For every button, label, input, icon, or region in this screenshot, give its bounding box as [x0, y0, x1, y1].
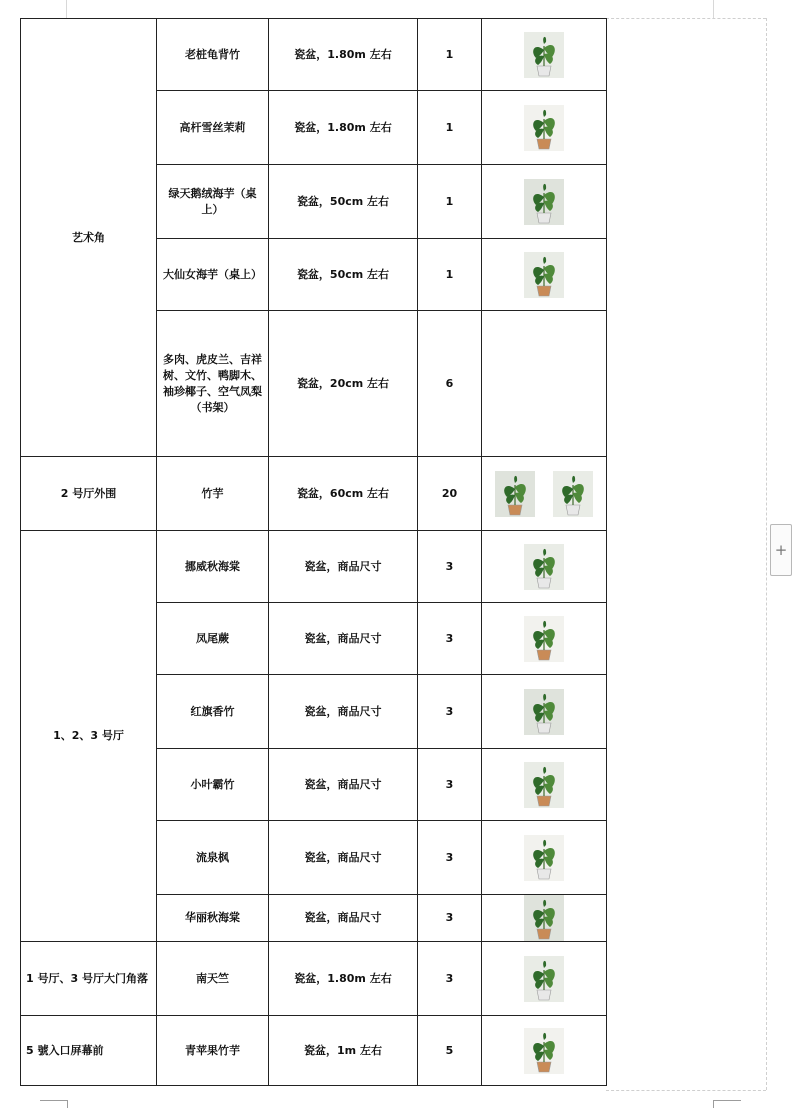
potted-plant-photo-icon: [524, 895, 564, 941]
area-cell[interactable]: 2 号厅外围: [21, 457, 157, 531]
photo-group: [487, 689, 601, 735]
photo-group: [487, 179, 601, 225]
plant-name-cell[interactable]: 小叶霸竹: [157, 749, 269, 821]
plant-table: [20, 18, 607, 1086]
photo-group: [487, 1028, 601, 1074]
quantity-cell[interactable]: 1: [418, 165, 482, 239]
plant-name-cell[interactable]: 华丽秋海棠: [157, 895, 269, 942]
plant-name-cell[interactable]: 青苹果竹芋: [157, 1016, 269, 1086]
photo-group: [487, 471, 601, 517]
bottom-right-crop-mark-v: [713, 1100, 714, 1108]
spec-cell[interactable]: 瓷盆，20cm 左右: [269, 311, 418, 457]
plant-name-cell[interactable]: 凤尾蕨: [157, 603, 269, 675]
photo-group: [487, 835, 601, 881]
photo-group: [487, 252, 601, 298]
photo-cell[interactable]: [482, 895, 607, 942]
photo-cell[interactable]: [482, 749, 607, 821]
potted-plant-photo-icon: [524, 835, 564, 881]
photo-group: [487, 956, 601, 1002]
photo-cell[interactable]: [482, 239, 607, 311]
quantity-cell[interactable]: 3: [418, 821, 482, 895]
area-cell[interactable]: 1、2、3 号厅: [21, 531, 157, 942]
spec-cell[interactable]: 瓷盆，1m 左右: [269, 1016, 418, 1086]
quantity-cell[interactable]: 5: [418, 1016, 482, 1086]
quantity-cell[interactable]: 6: [418, 311, 482, 457]
bottom-right-crop-mark: [713, 1100, 741, 1101]
quantity-cell[interactable]: 3: [418, 942, 482, 1016]
bottom-margin-guide: [606, 1090, 766, 1091]
spec-cell[interactable]: 瓷盆，商品尺寸: [269, 675, 418, 749]
photo-cell[interactable]: [482, 1016, 607, 1086]
spec-cell[interactable]: 瓷盆，1.80m 左右: [269, 91, 418, 165]
right-margin-guide: [766, 18, 767, 1090]
plant-name-cell[interactable]: 绿天鹅绒海芋（桌上）: [157, 165, 269, 239]
potted-plant-photo-icon: [524, 762, 564, 808]
add-row-button[interactable]: +: [770, 524, 792, 576]
potted-plant-photo-icon: [524, 689, 564, 735]
photo-group: [487, 544, 601, 590]
bottom-left-crop-mark: [40, 1100, 68, 1101]
plant-name-cell[interactable]: 老桩龟背竹: [157, 19, 269, 91]
potted-plant-photo-icon: [524, 1028, 564, 1074]
spec-cell[interactable]: 瓷盆，商品尺寸: [269, 895, 418, 942]
photo-group: [487, 895, 601, 941]
plant-name-cell[interactable]: 多肉、虎皮兰、吉祥树、文竹、鸭脚木、袖珍椰子、空气凤梨（书架）: [157, 311, 269, 457]
plant-name-cell[interactable]: 南天竺: [157, 942, 269, 1016]
page-right-edge: [713, 0, 714, 18]
quantity-cell[interactable]: 1: [418, 19, 482, 91]
photo-cell[interactable]: [482, 603, 607, 675]
spec-cell[interactable]: 瓷盆，商品尺寸: [269, 821, 418, 895]
spec-cell[interactable]: 瓷盆，1.80m 左右: [269, 19, 418, 91]
quantity-cell[interactable]: 3: [418, 895, 482, 942]
table-row: [21, 1016, 607, 1086]
potted-plant-photo-icon: [495, 471, 535, 517]
area-cell[interactable]: 1 号厅、3 号厅大门角落: [21, 942, 157, 1016]
table-row: [21, 457, 607, 531]
photo-cell[interactable]: [482, 165, 607, 239]
spec-cell[interactable]: 瓷盆，50cm 左右: [269, 239, 418, 311]
photo-cell[interactable]: [482, 19, 607, 91]
potted-plant-photo-icon: [524, 105, 564, 151]
potted-plant-photo-icon: [553, 471, 593, 517]
plant-name-cell[interactable]: 流泉枫: [157, 821, 269, 895]
quantity-cell[interactable]: 3: [418, 749, 482, 821]
top-margin-guide: [606, 18, 766, 19]
photo-group: [487, 762, 601, 808]
table-row: [21, 19, 607, 91]
photo-cell[interactable]: [482, 91, 607, 165]
plant-name-cell[interactable]: 竹芋: [157, 457, 269, 531]
quantity-cell[interactable]: 1: [418, 239, 482, 311]
photo-cell[interactable]: [482, 675, 607, 749]
potted-plant-photo-icon: [524, 32, 564, 78]
bottom-left-crop-mark-v: [67, 1100, 68, 1108]
photo-cell[interactable]: [482, 821, 607, 895]
area-cell[interactable]: 5 號入口屏幕前: [21, 1016, 157, 1086]
potted-plant-photo-icon: [524, 956, 564, 1002]
spec-cell[interactable]: 瓷盆，1.80m 左右: [269, 942, 418, 1016]
plant-name-cell[interactable]: 大仙女海芋（桌上）: [157, 239, 269, 311]
spec-cell[interactable]: 瓷盆，商品尺寸: [269, 749, 418, 821]
photo-cell[interactable]: [482, 531, 607, 603]
quantity-cell[interactable]: 20: [418, 457, 482, 531]
quantity-cell[interactable]: 3: [418, 531, 482, 603]
plant-name-cell[interactable]: 挪威秋海棠: [157, 531, 269, 603]
potted-plant-photo-icon: [524, 179, 564, 225]
table-row: [21, 942, 607, 1016]
area-cell[interactable]: 艺术角: [21, 19, 157, 457]
photo-cell[interactable]: [482, 457, 607, 531]
spec-cell[interactable]: 瓷盆，商品尺寸: [269, 603, 418, 675]
spec-cell[interactable]: 瓷盆，60cm 左右: [269, 457, 418, 531]
photo-cell[interactable]: [482, 942, 607, 1016]
table-row: [21, 531, 607, 603]
plant-name-cell[interactable]: 红旗香竹: [157, 675, 269, 749]
spec-cell[interactable]: 瓷盆，商品尺寸: [269, 531, 418, 603]
potted-plant-photo-icon: [524, 616, 564, 662]
photo-group: [487, 32, 601, 78]
page-left-edge: [66, 0, 67, 18]
spec-cell[interactable]: 瓷盆，50cm 左右: [269, 165, 418, 239]
quantity-cell[interactable]: 3: [418, 675, 482, 749]
quantity-cell[interactable]: 1: [418, 91, 482, 165]
photo-group: [487, 105, 601, 151]
potted-plant-photo-icon: [524, 252, 564, 298]
quantity-cell[interactable]: 3: [418, 603, 482, 675]
plant-name-cell[interactable]: 高杆雪丝茉莉: [157, 91, 269, 165]
potted-plant-photo-icon: [524, 544, 564, 590]
photo-group: [487, 616, 601, 662]
photo-cell[interactable]: [482, 311, 607, 457]
